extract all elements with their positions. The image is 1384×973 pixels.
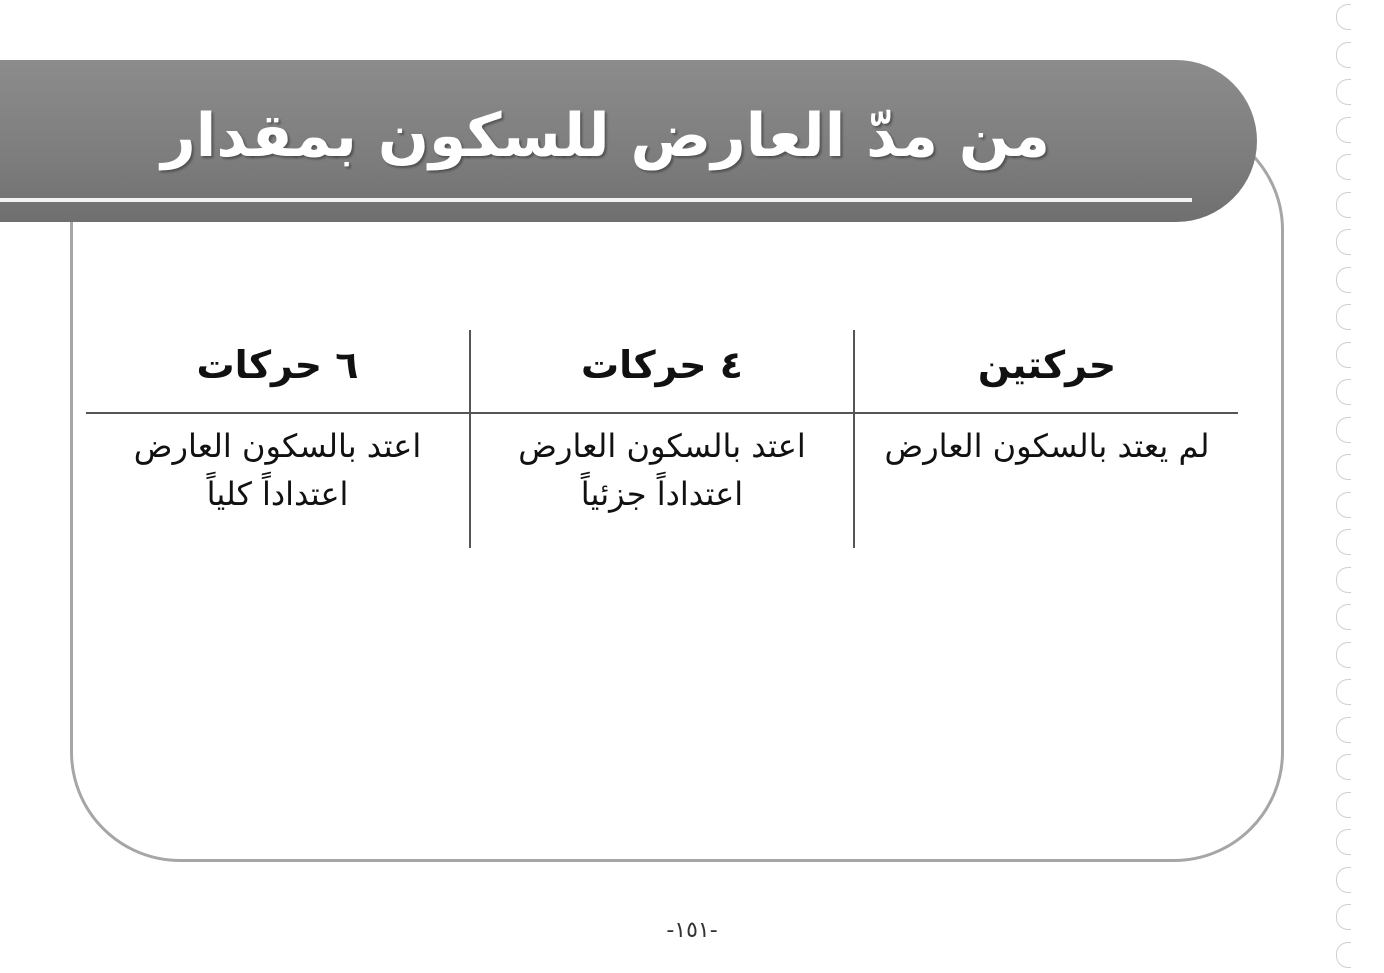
- binding-hole: [1336, 154, 1351, 180]
- table-header-six-movements: ٦ حركات: [196, 343, 359, 387]
- binding-hole: [1336, 267, 1351, 293]
- table-column-divider-right: [853, 330, 855, 548]
- table-cell-two-movements: [857, 422, 1237, 470]
- binding-hole: [1336, 342, 1351, 368]
- title-underline: [0, 198, 1192, 202]
- binding-hole: [1336, 942, 1351, 968]
- binding-hole: [1336, 117, 1351, 143]
- binding-hole: [1336, 642, 1351, 668]
- binding-holes: [1336, 0, 1358, 973]
- binding-hole: [1336, 42, 1351, 68]
- table-header-divider: [86, 412, 1238, 414]
- binding-hole: [1336, 304, 1351, 330]
- table-cell-six-movements: [88, 422, 467, 518]
- binding-hole: [1336, 567, 1351, 593]
- binding-hole: [1336, 492, 1351, 518]
- binding-hole: [1336, 192, 1351, 218]
- binding-hole: [1336, 829, 1351, 855]
- table-column-divider-left: [469, 330, 471, 548]
- binding-hole: [1336, 867, 1351, 893]
- table-cell-line: اعتد بالسكون العارض: [133, 427, 422, 465]
- binding-hole: [1336, 417, 1351, 443]
- binding-hole: [1336, 904, 1351, 930]
- table-header-four-movements: ٤ حركات: [580, 343, 743, 387]
- binding-hole: [1336, 454, 1351, 480]
- binding-hole: [1336, 604, 1351, 630]
- binding-hole: [1336, 4, 1351, 30]
- binding-hole: [1336, 679, 1351, 705]
- table-cell-line: اعتداداً كلياً: [206, 475, 349, 513]
- binding-hole: [1336, 754, 1351, 780]
- table-cell-line: اعتد بالسكون العارض: [518, 427, 806, 465]
- table-header-two-movements: حركتين: [977, 343, 1117, 387]
- binding-hole: [1336, 379, 1351, 405]
- binding-hole: [1336, 79, 1351, 105]
- page-number: -١٥١-: [666, 918, 718, 943]
- binding-hole: [1336, 529, 1351, 555]
- binding-hole: [1336, 792, 1351, 818]
- binding-hole: [1336, 229, 1351, 255]
- page-title: من مدّ العارض للسكون بمقدار: [161, 101, 1050, 171]
- binding-hole: [1336, 717, 1351, 743]
- table-cell-line: لم يعتد بالسكون العارض: [884, 427, 1210, 465]
- table-cell-four-movements: [473, 422, 851, 518]
- table-cell-line: اعتداداً جزئياً: [580, 475, 744, 513]
